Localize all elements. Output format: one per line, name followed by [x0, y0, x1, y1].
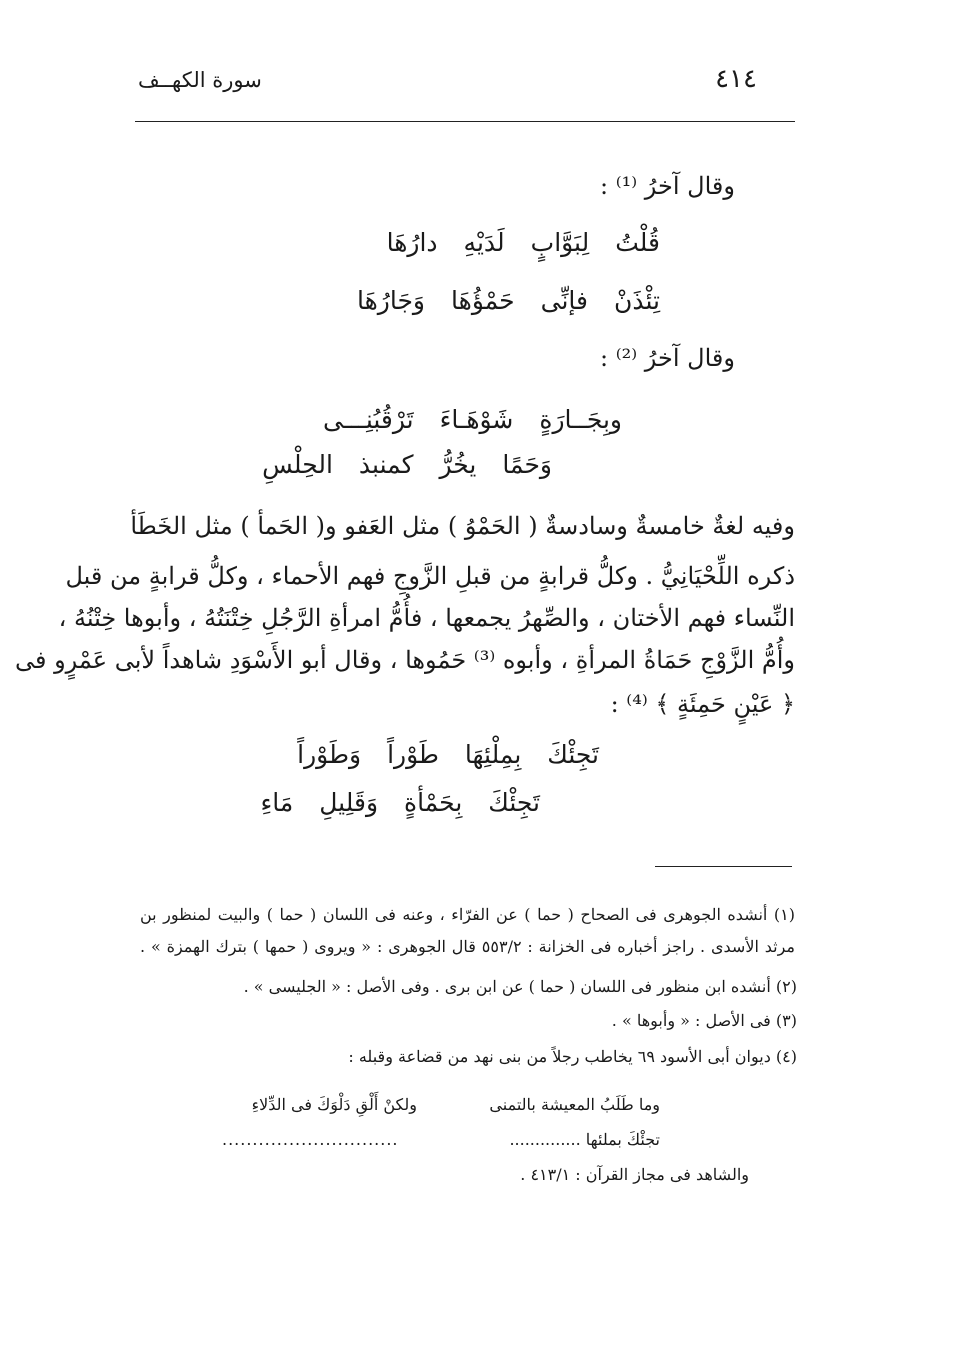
verse-word: بِحَمْأةٍ	[404, 788, 463, 817]
verse-word: فإنِّى	[540, 286, 589, 315]
verse-word: مَاءِ	[260, 788, 294, 817]
verse-word: الحِلْسِ	[262, 450, 333, 479]
surah-title: سورة الكهــف	[138, 68, 262, 92]
verse1-line1	[361, 228, 660, 257]
paragraph-line: ﴿ عَيْنٍ حَمِئَةٍ ﴾ ⁽⁴⁾ :	[610, 690, 795, 718]
verse-word: وبِجَــارَةٍ	[539, 405, 622, 434]
verse2-line2	[236, 450, 552, 479]
footnote-1-line-1: (١) أنشده الجوهرى فى الصحاح ( حما ) عن الفرّاء ، وعنه فى اللسان ( حما ) والبيت لمنظور بن	[140, 905, 795, 924]
verse-word: وَطَوْراً	[297, 740, 362, 769]
footnote-4-verse-line-2-b: .............................	[222, 1130, 399, 1149]
verse2-line1	[297, 405, 622, 434]
verse-word: شَوْهَـاءَ	[439, 405, 514, 434]
verse1-line2	[331, 286, 660, 315]
intro-line-2: وقال آخرُ ⁽²⁾ :	[600, 344, 735, 372]
verse-word: بِمِلْئِهَا	[464, 740, 522, 769]
paragraph-line: وأُمُّ الزَّوْجِ حَمَاةُ المرأةِ ، وأبوه ⁽³⁾ حَمُوها ، وقال أبو الأَسْوَدِ شاهداً لأبى عَمْرٍو فى	[14, 646, 795, 674]
intro-line-1: وقال آخرُ ⁽¹⁾ :	[600, 172, 735, 200]
footnote-4-verse-hemistich-1: وما طَلَبُ المعيشة بالتمنى	[489, 1095, 660, 1114]
footnote-4-verse-line-2-a: تجئْكَ بملئها ..............	[509, 1130, 660, 1149]
footnote-2: (٢) أنشده ابن منظور فى اللسان ( حما ) عن ابن برى . وفى الأصل : « الجليسى » .	[243, 977, 797, 996]
verse3-line1	[271, 740, 599, 769]
verse-word: لِبَوَّابٍ	[530, 228, 590, 257]
footnote-4-witness: والشاهد فى مجاز القرآن : ٤١٣/١ .	[520, 1165, 749, 1184]
verse-word: كمنبذ	[358, 450, 414, 479]
verse-word: دارُهَا	[386, 228, 438, 257]
footnote-4: (٤) ديوان أبى الأسود ٦٩ يخاطب رجلاً من بنى نهد من قضاعة وقبله :	[348, 1047, 797, 1066]
paragraph-line: النِّساء فهم الأختان ، والصِّهرُ يجمعها ، فأُمُّ امرأةِ الرَّجُلِ خِتْنَتُهُ ، وأبوها خِتْنُهُ ،	[58, 604, 795, 632]
page-number: ٤١٤	[715, 64, 757, 94]
verse-word: وَجَارُهَا	[356, 286, 426, 315]
footnote-rule	[655, 866, 792, 867]
verse-word: وَقَلِيلِ	[319, 788, 379, 817]
verse-word: حَمْؤُهَا	[451, 286, 515, 315]
verse-word: تَجِئْكَ	[547, 740, 599, 769]
header-rule	[135, 121, 795, 122]
footnote-1-line-2: مرثد الأسدى . راجز أخباره فى الخزانة : ٥٥٣/٢ قال الجوهرى : « ويروى ( حمها ) بترك الهمزة » .	[140, 937, 795, 956]
verse-word: يخُرُّ	[439, 450, 477, 479]
verse-word: قُلْتُ	[615, 228, 660, 257]
verse-word: تَرْقُبُنِـــى	[323, 405, 414, 434]
verse3-line2	[234, 788, 540, 817]
verse-word: لَدَيْهِ	[463, 228, 505, 257]
footnote-4-verse-hemistich-2: ولكنْ أَلْقِ دَلْوَكَ فى الدِّلاءِ	[251, 1095, 417, 1114]
verse-word: وَحَمًا	[502, 450, 552, 479]
paragraph-line: ذكره اللِّحْيَانِيُّ . وكلُّ قرابةٍ من قبلِ الزَّوجِ فهم الأحماء ، وكلُّ قرابةٍ من قبل	[65, 562, 795, 590]
verse-word: تَجِئْكَ	[488, 788, 540, 817]
verse-word: طَوْراً	[387, 740, 439, 769]
footnote-3: (٣) فى الأصل : « وأبوها » .	[611, 1011, 797, 1030]
paragraph-line: وفيه لغةٌ خامسةٌ وسادسةٌ ( الحَمْوُ ) مثل العَفو و( الحَمأ ) مثل الخَطَأ	[130, 512, 795, 540]
verse-word: تِئْذَنْ	[614, 286, 660, 315]
